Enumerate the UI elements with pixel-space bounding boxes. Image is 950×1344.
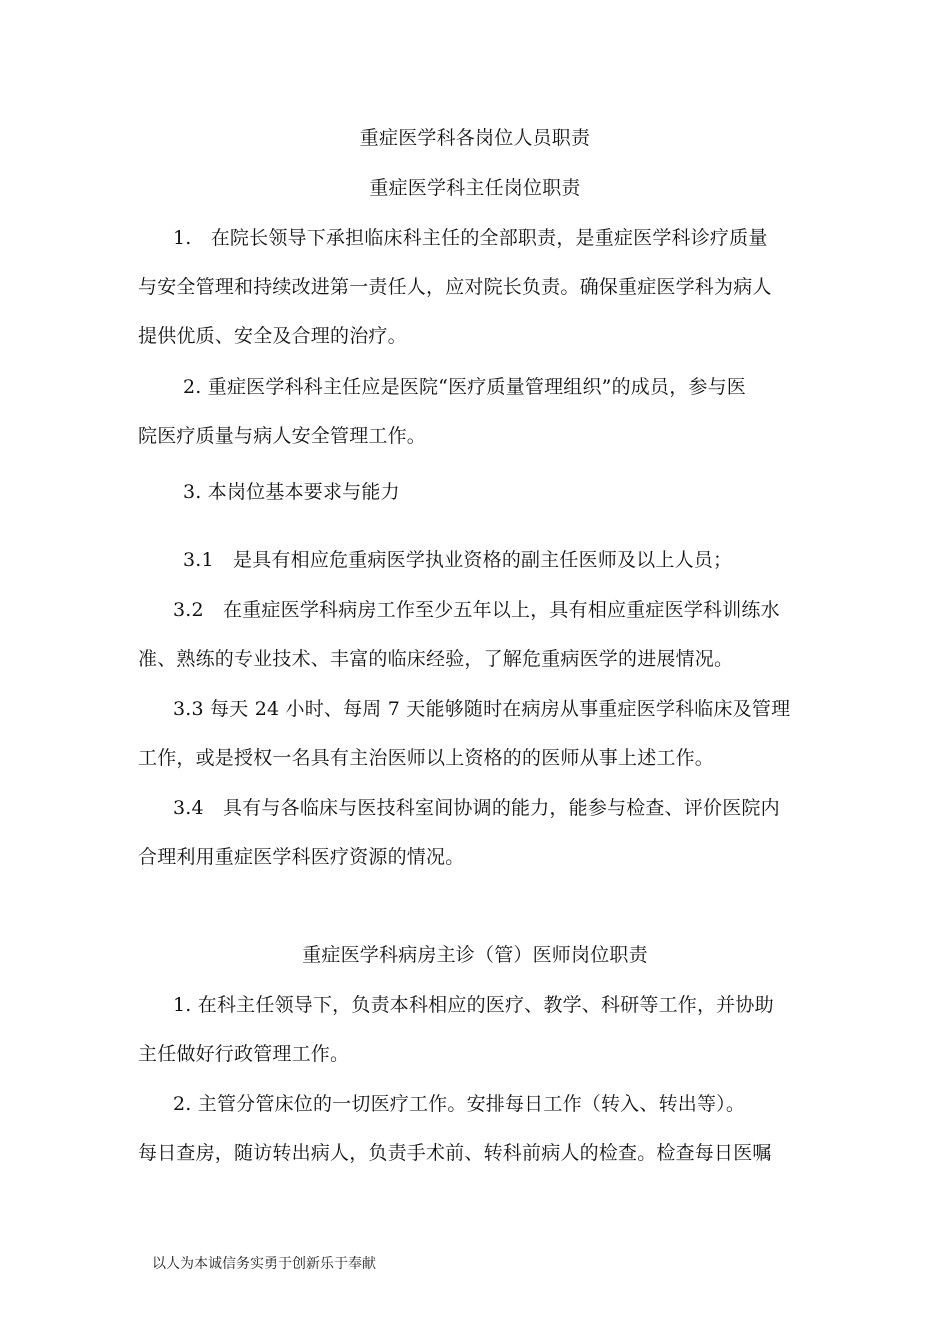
paragraph-line: 每日查房，随访转出病人，负责手术前、转科前病人的检查。检查每日医嘱 xyxy=(138,1142,772,1164)
section-heading-director: 重症医学科主任岗位职责 xyxy=(369,177,581,199)
paragraph-line: 3. 本岗位基本要求与能力 xyxy=(183,481,400,503)
paragraph-line: 主任做好行政管理工作。 xyxy=(138,1043,350,1065)
paragraph-line: 准、熟练的专业技术、丰富的临床经验，了解危重病医学的进展情况。 xyxy=(138,648,734,670)
paragraph-line: 2. 主管分管床位的一切医疗工作。安排每日工作（转入、转出等）。 xyxy=(173,1093,746,1115)
page-footer: 以人为本诚信务实勇于创新乐于奉献 xyxy=(152,1256,376,1272)
paragraph-line: 工作，或是授权一名具有主治医师以上资格的的医师从事上述工作。 xyxy=(138,747,715,769)
paragraph-line: 3.2 在重症医学科病房工作至少五年以上，具有相应重症医学科训练水 xyxy=(173,599,780,621)
paragraph-line: 3.4 具有与各临床与医技科室间协调的能力，能参与检查、评价医院内 xyxy=(173,797,780,819)
paragraph-line: 1. 在科主任领导下，负责本科相应的医疗、教学、科研等工作，并协助 xyxy=(173,994,774,1016)
paragraph-line: 3.3 每天 24 小时、每周 7 天能够随时在病房从事重症医学科临床及管理 xyxy=(173,698,791,720)
paragraph-line: 院医疗质量与病人安全管理工作。 xyxy=(138,425,427,447)
paragraph-line: 合理利用重症医学科医疗资源的情况。 xyxy=(138,846,465,868)
paragraph-line: 1. 在院长领导下承担临床科主任的全部职责，是重症医学科诊疗质量 xyxy=(173,227,768,249)
document-title: 重症医学科各岗位人员职责 xyxy=(359,127,591,149)
paragraph-line: 提供优质、安全及合理的治疗。 xyxy=(138,325,407,347)
paragraph-line: 与安全管理和持续改进第一责任人，应对院长负责。确保重症医学科为病人 xyxy=(138,276,772,298)
paragraph-line: 2. 重症医学科科主任应是医院“医疗质量管理组织”的成员，参与医 xyxy=(183,376,746,398)
section-heading-attending: 重症医学科病房主诊（管）医师岗位职责 xyxy=(302,944,648,966)
paragraph-line: 3.1 是具有相应危重病医学执业资格的副主任医师及以上人员； xyxy=(183,549,733,571)
